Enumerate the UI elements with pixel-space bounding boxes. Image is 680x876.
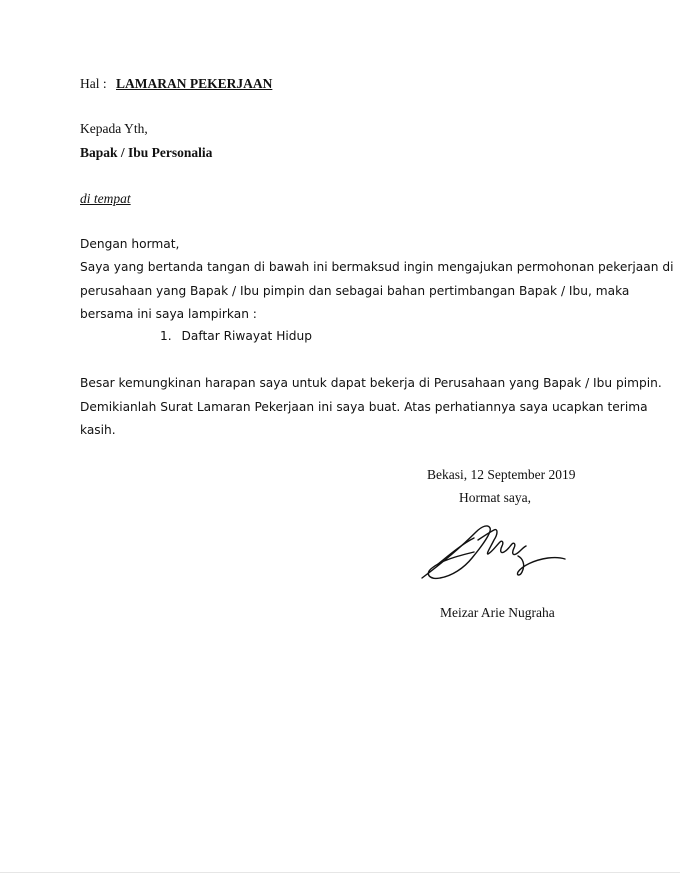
recipient: Bapak / Ibu Personalia [80, 145, 213, 160]
closing-line-2: Demikianlah Surat Lamaran Pekerjaan ini saya buat. Atas perhatiannya saya ucapkan terima [80, 400, 648, 414]
attachment-text: Daftar Riwayat Hidup [181, 329, 312, 343]
body-line-1: Saya yang bertanda tangan di bawah ini bermaksud ingin mengajukan permohonan pekerjaan di [80, 260, 674, 274]
signatory-name: Meizar Arie Nugraha [440, 605, 555, 620]
attachment-item [160, 329, 312, 343]
closing-line-1: Besar kemungkinan harapan saya untuk dapat bekerja di Perusahaan yang Bapak / Ibu pimpin. [80, 376, 662, 390]
signature-image [418, 518, 568, 582]
page-edge-divider [0, 872, 680, 873]
to-line: Kepada Yth, [80, 121, 148, 136]
subject-line [80, 76, 272, 92]
body-line-3: bersama ini saya lampirkan : [80, 307, 257, 321]
place-line: di tempat [80, 191, 131, 206]
subject-value: LAMARAN PEKERJAAN [116, 76, 273, 91]
body-line-2: perusahaan yang Bapak / Ibu pimpin dan sebagai bahan pertimbangan Bapak / Ibu, maka [80, 284, 630, 298]
greeting: Dengan hormat, [80, 237, 180, 251]
attachment-number: 1. [160, 329, 172, 343]
place-date: Bekasi, 12 September 2019 [427, 467, 576, 482]
regards: Hormat saya, [459, 490, 531, 505]
subject-label: Hal : [80, 76, 107, 91]
closing-line-3: kasih. [80, 423, 116, 437]
